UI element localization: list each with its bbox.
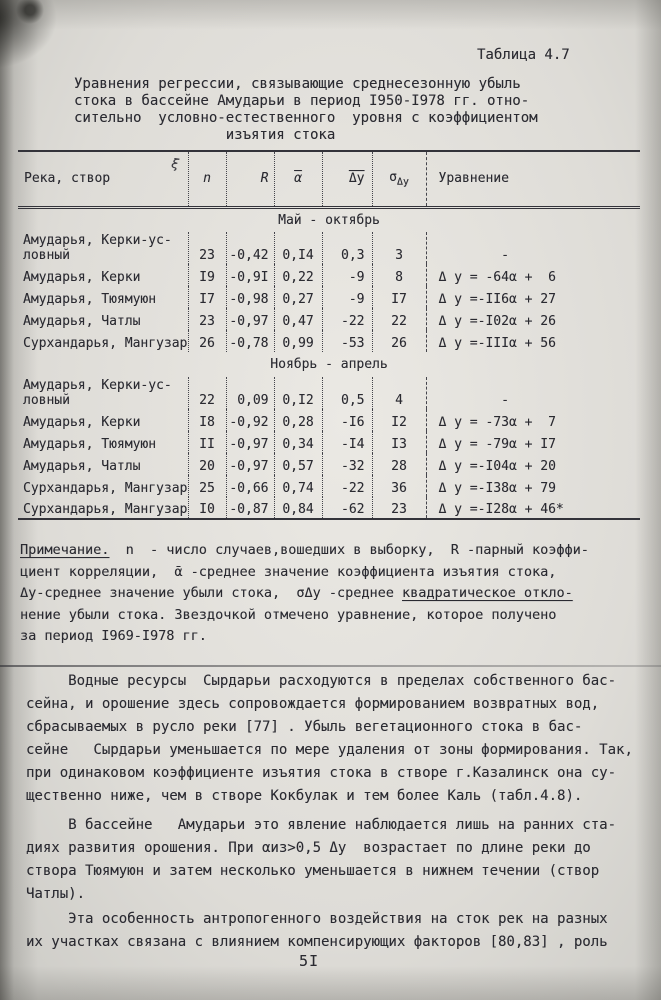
column-header: R: [226, 151, 274, 207]
value-cell: -0,98: [226, 286, 274, 308]
river-cell: Сурхандарья, Мангузар: [23, 481, 188, 496]
value-cell: -0,66: [226, 475, 274, 497]
season-heading-row: [18, 207, 640, 232]
value-cell: 4: [372, 377, 426, 409]
value-cell: -9: [322, 264, 372, 286]
river-cell: Амударья, Керки-ус- ловный: [23, 233, 172, 263]
table-row: [18, 409, 640, 431]
equation-cell: Δ у =-I28α + 46*: [426, 497, 640, 519]
value-cell: 23: [188, 308, 226, 330]
value-cell: 0,28: [274, 409, 322, 431]
column-header: Река, створ: [24, 171, 111, 187]
table-row: [18, 308, 640, 330]
table-row: [18, 497, 640, 519]
value-cell: 0,I2: [274, 377, 322, 409]
table-row: [18, 453, 640, 475]
note-label: Примечание.: [20, 542, 110, 558]
value-cell: 0,I4: [274, 232, 322, 264]
equation-cell: Δ у = -64α + 6: [426, 264, 640, 286]
value-cell: 0,74: [274, 475, 322, 497]
table-caption: Уравнения регрессии, связывающие среднесезонную убыль стока в бассейне Амударьи в период I950-I978 гг. отно- сительно условно-естественного уровня с коэффициентом изъятия стока: [74, 76, 538, 143]
season-heading-row: [18, 352, 640, 377]
table-row: [18, 475, 640, 497]
value-cell: -I4: [322, 431, 372, 453]
value-cell: 25: [188, 475, 226, 497]
season-heading: Май - октябрь: [278, 212, 380, 228]
section-divider-line: [0, 665, 661, 667]
value-cell: I8: [188, 409, 226, 431]
value-cell: -62: [322, 497, 372, 519]
value-cell: I7: [372, 286, 426, 308]
value-cell: 0,5: [322, 377, 372, 409]
paragraph-amudarya-basin: В бассейне Амударьи это явление наблюдается лишь на ранних ста- диях развития орошения. При αиз>0,5 Δу возрастает по длине реки до створа Тюямуюн и затем несколько уменьшается в нижнем течении (створ Чатлы).: [26, 817, 617, 902]
value-cell: 23: [188, 232, 226, 264]
column-header: Δу: [322, 151, 372, 207]
value-cell: II: [188, 431, 226, 453]
table-row: [18, 286, 640, 308]
value-cell: -0,92: [226, 409, 274, 431]
paragraph-anthropogenic: Эта особенность антропогенного воздействия на сток рек на разных их участках связана с влиянием компенсирующих факторов [80,83] , роль: [26, 911, 608, 950]
equation-cell: Δ у = -79α + I7: [426, 431, 640, 453]
value-cell: -0,97: [226, 453, 274, 475]
value-cell: -0,87: [226, 497, 274, 519]
equation-cell: -: [426, 377, 640, 409]
value-cell: -9: [322, 286, 372, 308]
value-cell: 22: [188, 377, 226, 409]
value-cell: I2: [372, 409, 426, 431]
value-cell: -0,9I: [226, 264, 274, 286]
river-cell: Сурхандарья, Мангузар: [23, 336, 188, 351]
paragraph-water-resources: Водные ресурсы Сырдарьи расходуются в пределах собственного бас- сейна, и орошение здесь сопровождается формированием возвратных вод, сбрасываемых в русло реки [77] . Убыль вегетационного стока в бас- сейне Сырдарьи уменьшается по мере удаления от зоны формирования. Так, при одинаковом коэффициенте изъятия стока в створе г.Казалинск она су- щественно ниже, чем в створе Кокбулак и тем более Каль (табл.4.8).: [26, 673, 633, 804]
value-cell: 0,3: [322, 232, 372, 264]
river-cell: Амударья, Тюямуюн: [23, 437, 157, 452]
value-cell: -0,42: [226, 232, 274, 264]
column-header: Уравнение: [426, 151, 640, 207]
river-cell: Амударья, Керки-ус- ловный: [23, 378, 172, 408]
equation-cell: Δ у =-IIIα + 56: [426, 330, 640, 352]
river-cell: Амударья, Керки: [23, 270, 141, 285]
note-text: n - число случаев,вошедших в выборку, R -парный коэффи- циент корреляции, ᾱ -среднее значение коэффициента изъятия стока, Δу-среднее значение убыли стока, σΔу -среднее: [20, 542, 589, 602]
table-head: [18, 151, 640, 207]
note-underlined-text: квадратическое откло-: [402, 585, 573, 602]
value-cell: 0,84: [274, 497, 322, 519]
table-row: [18, 377, 640, 409]
note-block: [20, 540, 645, 648]
value-cell: I3: [372, 431, 426, 453]
equation-cell: -: [426, 232, 640, 264]
river-cell: Амударья, Чатлы: [23, 314, 141, 329]
table-body: [18, 207, 640, 519]
value-cell: 0,27: [274, 286, 322, 308]
equation-cell: Δ у = -73α + 7: [426, 409, 640, 431]
value-cell: -22: [322, 308, 372, 330]
value-cell: I0: [188, 497, 226, 519]
table-row: [18, 264, 640, 286]
value-cell: 8: [372, 264, 426, 286]
value-cell: 0,34: [274, 431, 322, 453]
page-number: 5I: [298, 952, 320, 970]
column-header: $\overline{\alpha}$: [274, 151, 322, 207]
value-cell: 26: [372, 330, 426, 352]
equation-cell: Δ у =-I02α + 26: [426, 308, 640, 330]
table-row: [18, 232, 640, 264]
value-cell: -0,97: [226, 308, 274, 330]
column-header-subscript: Δу: [396, 176, 409, 188]
column-header: $\sigma_{\Delta у}$: [372, 151, 426, 207]
value-cell: 22: [372, 308, 426, 330]
value-cell: 23: [372, 497, 426, 519]
equation-cell: Δ у =-I38α + 79: [426, 475, 640, 497]
equation-cell: Δ у =-I04α + 20: [426, 453, 640, 475]
table-header-row: [18, 151, 640, 207]
value-cell: -32: [322, 453, 372, 475]
value-cell: I9: [188, 264, 226, 286]
table-row: [18, 330, 640, 352]
value-cell: 0,99: [274, 330, 322, 352]
value-cell: 36: [372, 475, 426, 497]
value-cell: -0,78: [226, 330, 274, 352]
note-text-continued: нение убыли стока. Звездочкой отмечено уравнение, которое получено за период I969-I978 гг.: [20, 606, 557, 645]
value-cell: -0,97: [226, 431, 274, 453]
river-cell: Сурхандарья, Мангузар: [23, 502, 188, 517]
river-cell: Амударья, Керки: [23, 415, 141, 430]
value-cell: -I6: [322, 409, 372, 431]
value-cell: 0,57: [274, 453, 322, 475]
equation-cell: Δ у =-II6α + 27: [426, 286, 640, 308]
table-label: Таблица 4.7: [477, 47, 570, 63]
value-cell: -53: [322, 330, 372, 352]
value-cell: 20: [188, 453, 226, 475]
river-cell: Амударья, Тюямуюн: [23, 292, 157, 307]
value-cell: I7: [188, 286, 226, 308]
value-cell: 0,09: [226, 377, 274, 409]
value-cell: -22: [322, 475, 372, 497]
river-cell: Амударья, Чатлы: [23, 459, 141, 474]
column-header: n: [188, 151, 226, 207]
season-heading: Ноябрь - апрель: [270, 357, 388, 372]
value-cell: 0,22: [274, 264, 322, 286]
value-cell: 26: [188, 330, 226, 352]
table-row: [18, 431, 640, 453]
value-cell: 0,47: [274, 308, 322, 330]
value-cell: 3: [372, 232, 426, 264]
regression-table: [18, 150, 640, 520]
handwritten-mark: ξ: [169, 156, 180, 173]
value-cell: 28: [372, 453, 426, 475]
